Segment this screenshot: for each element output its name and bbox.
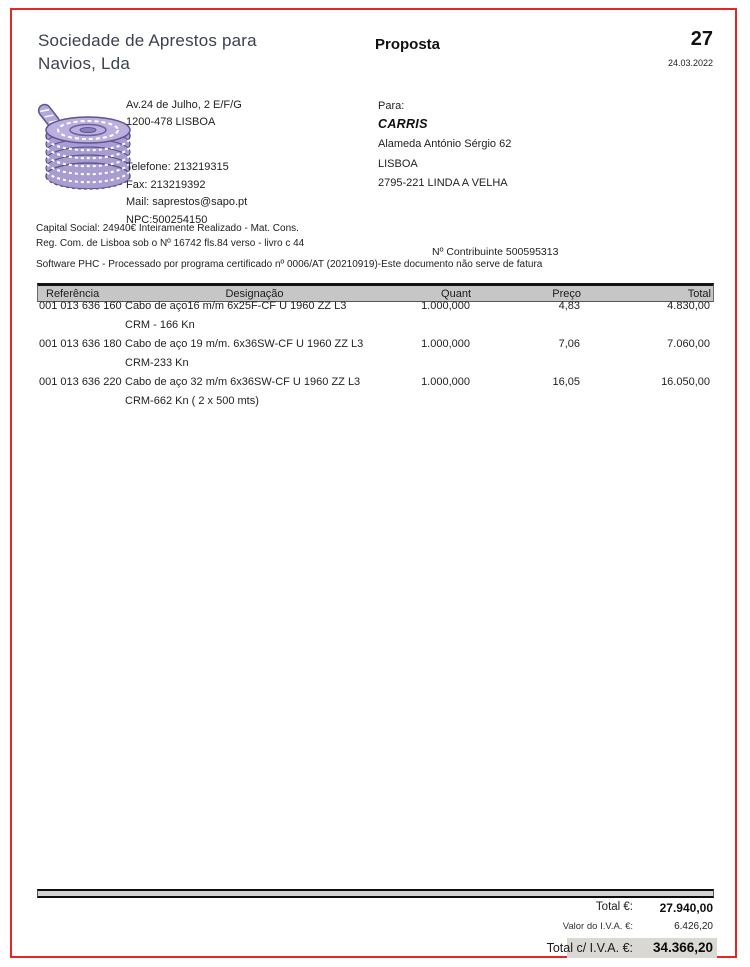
table-row <box>37 335 712 373</box>
header-referencia: Referência <box>46 287 100 300</box>
table-row <box>37 297 712 335</box>
row-description-line2: CRM-662 Kn ( 2 x 500 mts) <box>125 395 259 407</box>
document-number: 27 <box>690 28 713 50</box>
document-page <box>10 8 737 958</box>
iva-row <box>12 921 735 938</box>
row-reference: 001 013 636 220 <box>39 376 122 388</box>
row-quantity: 1.000,000 <box>421 300 470 312</box>
total-row <box>12 901 735 918</box>
legal-capital-lines <box>36 221 304 251</box>
recipient-label: Para: <box>378 100 405 112</box>
row-description-line2: CRM - 166 Kn <box>125 319 195 331</box>
legal-capital-line1: Capital Social: 24940€ Inteiramente Realizado - Mat. Cons. <box>36 223 299 234</box>
row-description <box>125 335 382 373</box>
sender-contacts <box>126 159 247 229</box>
total-value: 27.940,00 <box>659 901 713 915</box>
legal-software-line: Software PHC - Processado por programa certificado nº 0006/AT (20210919)-Este documento não serve de fatura <box>36 259 543 270</box>
row-price: 16,05 <box>552 376 580 388</box>
company-name <box>38 29 257 75</box>
iva-value: 6.426,20 <box>674 921 713 932</box>
iva-label: Valor do I.V.A. €: <box>562 921 633 932</box>
total-with-iva-value: 34.366,20 <box>652 940 713 955</box>
sender-address-line2: 1200-478 LISBOA <box>126 116 216 128</box>
total-with-iva-label: Total c/ I.V.A. €: <box>546 941 633 955</box>
sender-fax: Fax: 213219392 <box>126 178 206 191</box>
rope-coil-logo-icon <box>36 94 140 202</box>
sender-address-line1: Av.24 de Julho, 2 E/F/G <box>126 99 242 111</box>
row-reference: 001 013 636 160 <box>39 300 122 312</box>
row-description-line2: CRM-233 Kn <box>125 357 189 369</box>
row-price: 7,06 <box>558 338 580 350</box>
header-preco: Preço <box>552 287 581 300</box>
row-description-line1: Cabo de aço16 m/m 6x25F-CF U 1960 ZZ L3 <box>125 300 347 312</box>
row-price: 4,83 <box>558 300 580 312</box>
document-type-title: Proposta <box>375 36 441 53</box>
sender-phone: Telefone: 213219315 <box>126 161 229 173</box>
recipient-address-line3: 2795-221 LINDA A VELHA <box>378 177 508 189</box>
total-label: Total €: <box>595 901 633 913</box>
sender-mail: Mail: saprestos@sapo.pt <box>126 196 248 208</box>
row-total: 16.050,00 <box>661 376 710 388</box>
recipient-address-line2: LISBOA <box>378 158 418 170</box>
legal-capital-line2: Reg. Com. de Lisboa sob o Nº 16742 fls.84 verso - livro c 44 <box>36 238 305 249</box>
recipient-name: CARRIS <box>378 117 428 131</box>
header-designacao: Designação <box>225 287 284 300</box>
row-description-line1: Cabo de aço 19 m/m. 6x36SW-CF U 1960 ZZ L3 <box>125 338 364 350</box>
totals-separator-bar <box>37 889 714 898</box>
header-total: Total <box>687 287 711 300</box>
items-table-body <box>37 297 714 411</box>
header-quant: Quant <box>441 287 471 300</box>
company-name-line1: Sociedade de Aprestos para <box>38 31 257 50</box>
table-row <box>37 373 712 411</box>
sender-npc: NPC:500254150 <box>126 213 208 226</box>
document-date: 24.03.2022 <box>667 58 713 68</box>
recipient-address-line1: Alameda António Sérgio 62 <box>378 138 512 150</box>
company-name-line2: Navios, Lda <box>38 54 130 73</box>
row-quantity: 1.000,000 <box>421 338 470 350</box>
row-total: 7.060,00 <box>667 338 710 350</box>
row-quantity: 1.000,000 <box>421 376 470 388</box>
row-total: 4.830,00 <box>667 300 710 312</box>
row-description <box>125 297 382 335</box>
row-reference: 001 013 636 180 <box>39 338 122 350</box>
row-description <box>125 373 382 411</box>
total-with-iva-row <box>12 938 735 958</box>
sender-address <box>126 97 242 131</box>
row-description-line1: Cabo de aço 32 m/m 6x36SW-CF U 1960 ZZ L3 <box>125 376 361 388</box>
recipient-vat-number: Nº Contribuinte 500595313 <box>432 246 559 258</box>
